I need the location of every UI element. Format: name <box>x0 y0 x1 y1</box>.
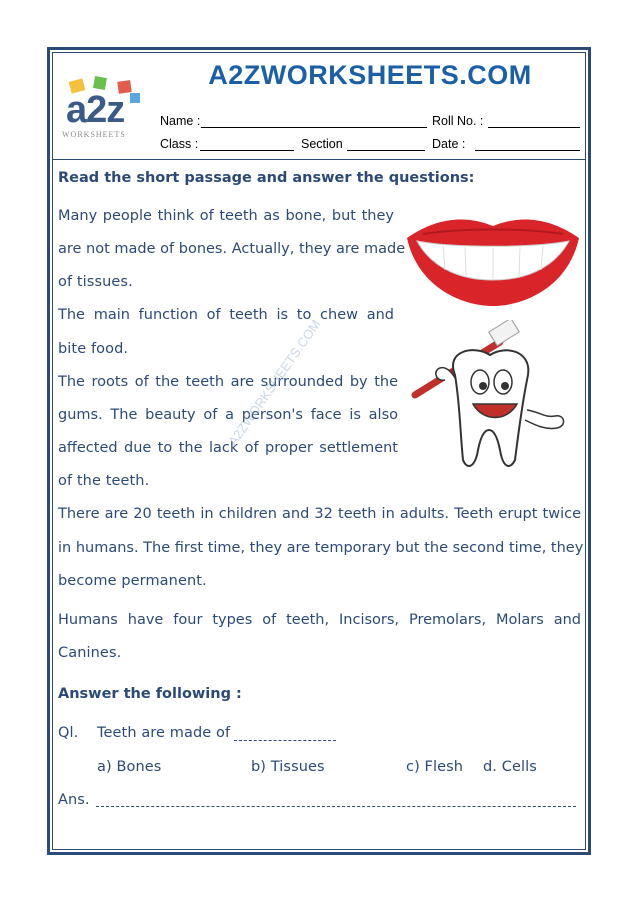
roll-label: Roll No. : <box>432 114 484 128</box>
passage-line: Canines. <box>58 645 122 661</box>
watermark: A2ZWORKSHEETS.COM <box>225 316 324 449</box>
answer-label: Ans. <box>58 792 90 808</box>
passage-line: of the teeth. <box>58 473 150 489</box>
answer-heading: Answer the following : <box>58 686 242 702</box>
option-b[interactable]: b) Tissues <box>251 759 325 775</box>
class-field[interactable] <box>200 150 294 151</box>
name-label: Name : <box>160 114 201 128</box>
smile-lips-image <box>403 208 583 308</box>
question-text: Teeth are made of <box>97 725 231 741</box>
passage-line: Humans have four types of teeth, Incisors, Premolars, Molars and <box>58 612 581 628</box>
question-blank[interactable] <box>234 740 336 741</box>
question-number: Ql. <box>58 725 79 741</box>
passage-line: The roots of the teeth are surrounded by the <box>58 374 398 390</box>
passage-line: are not made of bones. Actually, they are made <box>58 241 406 257</box>
passage-line: affected due to the lack of proper settlement <box>58 440 398 456</box>
passage-line: bite food. <box>58 341 129 357</box>
date-field[interactable] <box>475 150 580 151</box>
name-field[interactable] <box>201 127 427 128</box>
passage-line: in humans. The first time, they are temporary but the second time, they <box>58 540 584 556</box>
logo-subtext: WORKSHEETS <box>62 130 126 139</box>
passage-line: Many people think of teeth as bone, but they <box>58 208 394 224</box>
header-divider <box>52 159 586 160</box>
site-title: A2ZWORKSHEETS.COM <box>208 60 532 90</box>
option-c[interactable]: c) Flesh <box>406 759 464 775</box>
section-label: Section <box>301 137 343 151</box>
logo-text: a2z <box>66 89 125 131</box>
tooth-mascot-image <box>405 320 575 475</box>
passage-line: There are 20 teeth in children and 32 teeth in adults. Teeth erupt twice <box>58 506 581 522</box>
passage-line: The main function of teeth is to chew and <box>58 307 394 323</box>
option-d[interactable]: d. Cells <box>483 759 537 775</box>
instruction-heading: Read the short passage and answer the questions: <box>58 170 475 186</box>
class-label: Class : <box>160 137 199 151</box>
site-logo <box>60 75 150 145</box>
roll-field[interactable] <box>488 127 580 128</box>
answer-line[interactable] <box>96 806 576 807</box>
passage-line: become permanent. <box>58 573 207 589</box>
passage-line: gums. The beauty of a person's face is also <box>58 407 398 423</box>
option-a[interactable]: a) Bones <box>97 759 162 775</box>
section-field[interactable] <box>347 150 425 151</box>
date-label: Date : <box>432 137 466 151</box>
passage-line: of tissues. <box>58 274 133 290</box>
